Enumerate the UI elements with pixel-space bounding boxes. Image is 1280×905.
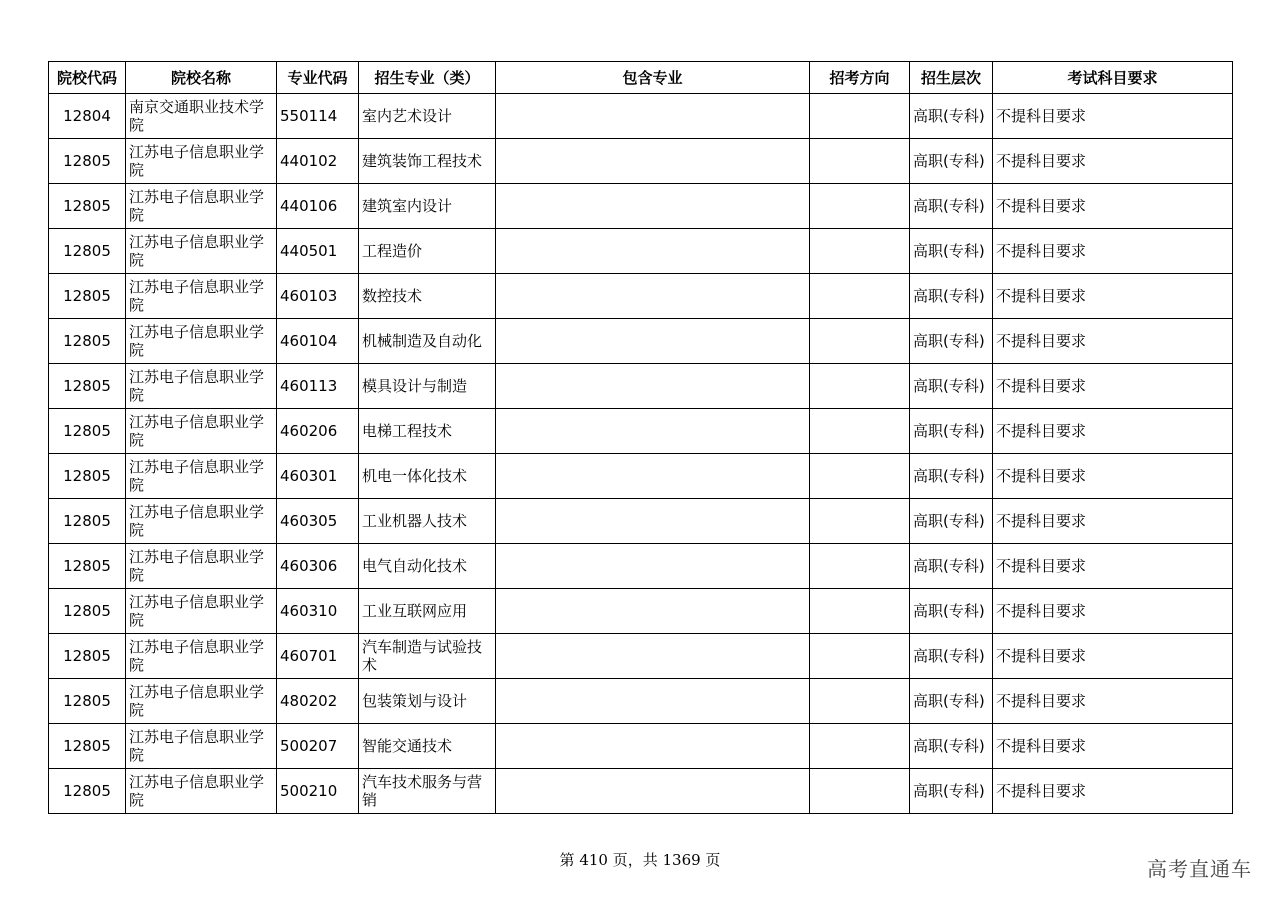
cell-includes	[496, 274, 810, 319]
cell-level: 高职(专科)	[910, 634, 993, 679]
cell-requirement: 不提科目要求	[993, 319, 1233, 364]
cell-level: 高职(专科)	[910, 364, 993, 409]
cell-level: 高职(专科)	[910, 229, 993, 274]
cell-direction	[810, 724, 910, 769]
table-row	[49, 409, 1233, 454]
cell-school-code: 12805	[49, 319, 126, 364]
cell-includes	[496, 544, 810, 589]
cell-school-code: 12805	[49, 409, 126, 454]
cell-school-code: 12804	[49, 94, 126, 139]
table-row	[49, 769, 1233, 814]
cell-direction	[810, 409, 910, 454]
header-requirement: 考试科目要求	[993, 62, 1233, 94]
cell-includes	[496, 769, 810, 814]
page-number: 第 410 页，共 1369 页	[559, 851, 721, 869]
cell-school-name: 江苏电子信息职业学院	[126, 679, 277, 724]
cell-level: 高职(专科)	[910, 454, 993, 499]
cell-direction	[810, 454, 910, 499]
cell-includes	[496, 409, 810, 454]
cell-major: 工业机器人技术	[359, 499, 496, 544]
watermark-text: 高考直通车	[1147, 857, 1252, 881]
cell-school-name: 江苏电子信息职业学院	[126, 454, 277, 499]
header-level: 招生层次	[910, 62, 993, 94]
cell-major-code: 460104	[277, 319, 359, 364]
cell-level: 高职(专科)	[910, 274, 993, 319]
cell-major-code: 460310	[277, 589, 359, 634]
cell-school-code: 12805	[49, 544, 126, 589]
cell-school-name: 江苏电子信息职业学院	[126, 319, 277, 364]
cell-direction	[810, 94, 910, 139]
table-body	[49, 94, 1233, 814]
cell-major: 工业互联网应用	[359, 589, 496, 634]
cell-school-name: 江苏电子信息职业学院	[126, 139, 277, 184]
cell-school-name: 南京交通职业技术学院	[126, 94, 277, 139]
cell-level: 高职(专科)	[910, 319, 993, 364]
cell-school-code: 12805	[49, 724, 126, 769]
cell-major-code: 460306	[277, 544, 359, 589]
cell-direction	[810, 544, 910, 589]
cell-school-name: 江苏电子信息职业学院	[126, 229, 277, 274]
cell-direction	[810, 184, 910, 229]
cell-school-code: 12805	[49, 454, 126, 499]
header-major-code: 专业代码	[277, 62, 359, 94]
cell-school-code: 12805	[49, 679, 126, 724]
cell-requirement: 不提科目要求	[993, 679, 1233, 724]
cell-school-code: 12805	[49, 634, 126, 679]
cell-requirement: 不提科目要求	[993, 364, 1233, 409]
cell-major: 智能交通技术	[359, 724, 496, 769]
admissions-table	[48, 61, 1233, 814]
cell-requirement: 不提科目要求	[993, 769, 1233, 814]
cell-requirement: 不提科目要求	[993, 454, 1233, 499]
table-row	[49, 454, 1233, 499]
cell-major-code: 460305	[277, 499, 359, 544]
cell-major-code: 460113	[277, 364, 359, 409]
cell-requirement: 不提科目要求	[993, 139, 1233, 184]
cell-level: 高职(专科)	[910, 544, 993, 589]
cell-major: 室内艺术设计	[359, 94, 496, 139]
cell-requirement: 不提科目要求	[993, 274, 1233, 319]
cell-direction	[810, 634, 910, 679]
table-row	[49, 544, 1233, 589]
cell-school-name: 江苏电子信息职业学院	[126, 274, 277, 319]
cell-school-name: 江苏电子信息职业学院	[126, 499, 277, 544]
cell-includes	[496, 229, 810, 274]
cell-requirement: 不提科目要求	[993, 229, 1233, 274]
cell-major-code: 500207	[277, 724, 359, 769]
cell-major: 数控技术	[359, 274, 496, 319]
cell-direction	[810, 319, 910, 364]
header-school-code: 院校代码	[49, 62, 126, 94]
table-row	[49, 724, 1233, 769]
cell-major: 机电一体化技术	[359, 454, 496, 499]
table-row	[49, 139, 1233, 184]
cell-school-code: 12805	[49, 229, 126, 274]
cell-includes	[496, 589, 810, 634]
cell-requirement: 不提科目要求	[993, 634, 1233, 679]
cell-major: 模具设计与制造	[359, 364, 496, 409]
cell-level: 高职(专科)	[910, 409, 993, 454]
cell-major: 电气自动化技术	[359, 544, 496, 589]
cell-major-code: 480202	[277, 679, 359, 724]
cell-includes	[496, 364, 810, 409]
cell-school-name: 江苏电子信息职业学院	[126, 634, 277, 679]
cell-school-code: 12805	[49, 274, 126, 319]
table-row	[49, 634, 1233, 679]
cell-school-name: 江苏电子信息职业学院	[126, 724, 277, 769]
cell-includes	[496, 454, 810, 499]
table-row	[49, 184, 1233, 229]
cell-school-code: 12805	[49, 769, 126, 814]
cell-requirement: 不提科目要求	[993, 94, 1233, 139]
cell-school-name: 江苏电子信息职业学院	[126, 544, 277, 589]
cell-includes	[496, 724, 810, 769]
cell-includes	[496, 634, 810, 679]
cell-school-code: 12805	[49, 139, 126, 184]
table-row	[49, 589, 1233, 634]
cell-major-code: 500210	[277, 769, 359, 814]
cell-major: 机械制造及自动化	[359, 319, 496, 364]
cell-school-name: 江苏电子信息职业学院	[126, 184, 277, 229]
header-includes: 包含专业	[496, 62, 810, 94]
cell-major: 包装策划与设计	[359, 679, 496, 724]
cell-level: 高职(专科)	[910, 589, 993, 634]
cell-includes	[496, 319, 810, 364]
table-row	[49, 274, 1233, 319]
cell-school-code: 12805	[49, 364, 126, 409]
cell-major-code: 460103	[277, 274, 359, 319]
cell-major-code: 550114	[277, 94, 359, 139]
cell-includes	[496, 94, 810, 139]
header-school-name: 院校名称	[126, 62, 277, 94]
cell-level: 高职(专科)	[910, 679, 993, 724]
table-row	[49, 229, 1233, 274]
cell-major: 建筑室内设计	[359, 184, 496, 229]
cell-school-name: 江苏电子信息职业学院	[126, 769, 277, 814]
cell-includes	[496, 679, 810, 724]
table-header-row	[49, 62, 1233, 94]
cell-major-code: 440501	[277, 229, 359, 274]
cell-major: 汽车技术服务与营销	[359, 769, 496, 814]
cell-direction	[810, 679, 910, 724]
table-row	[49, 364, 1233, 409]
cell-direction	[810, 139, 910, 184]
cell-requirement: 不提科目要求	[993, 589, 1233, 634]
cell-school-name: 江苏电子信息职业学院	[126, 409, 277, 454]
cell-major-code: 460301	[277, 454, 359, 499]
cell-school-code: 12805	[49, 589, 126, 634]
cell-school-code: 12805	[49, 499, 126, 544]
cell-includes	[496, 499, 810, 544]
cell-level: 高职(专科)	[910, 499, 993, 544]
cell-includes	[496, 184, 810, 229]
cell-requirement: 不提科目要求	[993, 724, 1233, 769]
cell-level: 高职(专科)	[910, 769, 993, 814]
cell-level: 高职(专科)	[910, 139, 993, 184]
cell-direction	[810, 769, 910, 814]
cell-direction	[810, 274, 910, 319]
cell-level: 高职(专科)	[910, 724, 993, 769]
cell-requirement: 不提科目要求	[993, 499, 1233, 544]
cell-major: 汽车制造与试验技术	[359, 634, 496, 679]
cell-direction	[810, 499, 910, 544]
cell-requirement: 不提科目要求	[993, 184, 1233, 229]
cell-major-code: 460206	[277, 409, 359, 454]
header-major: 招生专业（类）	[359, 62, 496, 94]
cell-requirement: 不提科目要求	[993, 544, 1233, 589]
cell-major-code: 440102	[277, 139, 359, 184]
cell-major: 电梯工程技术	[359, 409, 496, 454]
cell-major: 工程造价	[359, 229, 496, 274]
cell-major-code: 460701	[277, 634, 359, 679]
cell-direction	[810, 589, 910, 634]
table-row	[49, 499, 1233, 544]
header-direction: 招考方向	[810, 62, 910, 94]
cell-direction	[810, 364, 910, 409]
cell-requirement: 不提科目要求	[993, 409, 1233, 454]
table-row	[49, 679, 1233, 724]
table-row	[49, 94, 1233, 139]
cell-major-code: 440106	[277, 184, 359, 229]
cell-school-name: 江苏电子信息职业学院	[126, 589, 277, 634]
table-row	[49, 319, 1233, 364]
cell-includes	[496, 139, 810, 184]
cell-level: 高职(专科)	[910, 184, 993, 229]
cell-direction	[810, 229, 910, 274]
cell-level: 高职(专科)	[910, 94, 993, 139]
cell-major: 建筑装饰工程技术	[359, 139, 496, 184]
cell-school-name: 江苏电子信息职业学院	[126, 364, 277, 409]
cell-school-code: 12805	[49, 184, 126, 229]
